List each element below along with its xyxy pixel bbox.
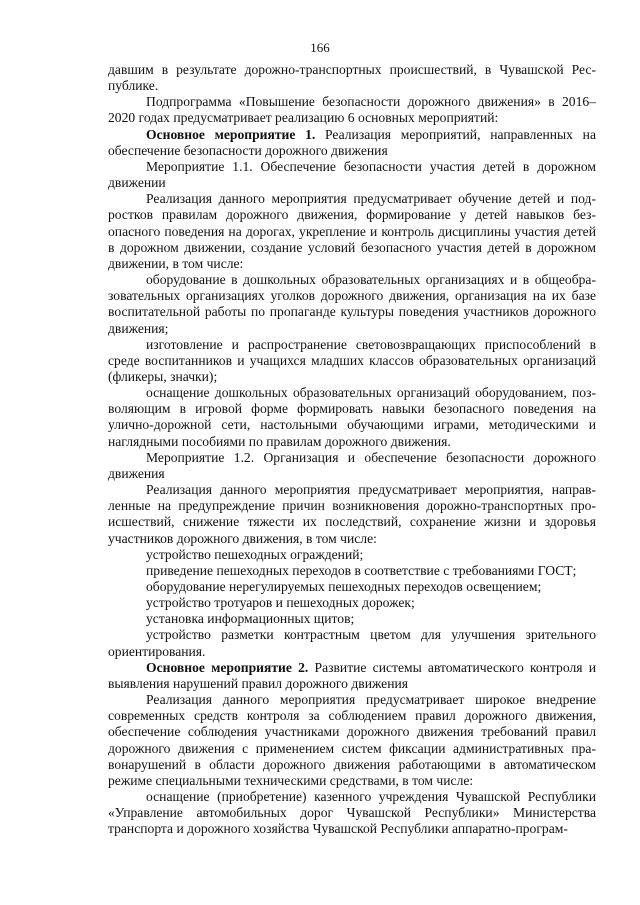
body-text (108, 62, 596, 838)
paragraph-main-activity-2 (108, 660, 596, 692)
list-item: устройство разметки контрастным цветом для улучшения зрительного ориентирования. (108, 627, 596, 659)
paragraph-activity-1-1: Мероприятие 1.1. Обеспечение безопасности участия детей в дорожном движении (108, 158, 596, 191)
list-item: приведение пешеходных переходов в соответствие с требованиями ГОСТ; (146, 562, 577, 578)
page-number: 166 (310, 40, 330, 55)
heading-main-activity-2: Основное мероприятие 2. (146, 659, 309, 675)
list-item: оснащение дошкольных образовательных организаций оборудованием, позволяющим в игровой форме формировать навыки безопасного поведения на улично-дорожной сети, настольными обучающими играми, методическими и наглядными пособиями по правилам дорожного движения. (108, 385, 596, 449)
list-item: оснащение (приобретение) казенного учреждения Чувашской Республики «Управление автомобильных дорог Чувашской Республики» Министерства транспорта и дорожного хозяйства Чувашской Республики аппаратно-програм- (108, 789, 596, 837)
paragraph-subprogram-intro: Подпрограмма «Повышение безопасности дорожного движения» в 2016–2020 годах предусматривает реализацию 6 основных мероприятий: (108, 94, 596, 126)
list-item: оборудование в дошкольных образовательных организациях и в общеобразовательных организациях уголков дорожного движения, организация на их базе воспитательной работы по пропаганде культуры поведения участников дорожного движения; (108, 272, 596, 336)
heading-main-activity-1-text: Реализация мероприятий, направленных на обеспечение безопасности дорожного движения (108, 126, 596, 158)
heading-main-activity-2-text: Развитие системы автоматического контроля и выявления нарушений правил дорожного движения (108, 659, 596, 691)
list-item: установка информационных щитов; (146, 611, 355, 627)
paragraph-continuation: давшим в результате дорожно-транспортных происшествий, в Чувашской Республике. (108, 62, 596, 94)
paragraph-main-activity-1 (108, 127, 596, 159)
heading-main-activity-1: Основное мероприятие 1. (146, 126, 316, 142)
paragraph-activity-1-1-description: Реализация данного мероприятия предусматривает обучение детей и подростков правилам дорожного движения, формирование у детей навыков безопасного поведения на дорогах, укрепление и контроль дисциплины участия детей в дорожном движении, создание условий безопасного участия детей в дорожном движении, в том числе: (108, 191, 596, 271)
paragraph-activity-1-2: Мероприятие 1.2. Организация и обеспечение безопасности дорожного движения (108, 449, 596, 481)
list-item: устройство тротуаров и пешеходных дорожек; (146, 595, 415, 611)
paragraph-activity-1-2-description: Реализация данного мероприятия предусматривает мероприятия, направленные на предупреждение причин возникновения дорожно-транспортных происшествий, снижение тяжести их последствий, сохранение жизни и здоровья участников дорожного движения, в том числе: (108, 482, 596, 546)
list-item: изготовление и распространение световозвращающих приспособлений в среде воспитанников и учащихся младших классов образовательных организаций (фликеры, значки); (108, 336, 596, 384)
paragraph-main-activity-2-description: Реализация данного мероприятия предусматривает широкое внедрение современных средств контроля за соблюдением правил дорожного движения, обеспечение соблюдения участниками дорожного движения требований правил дорожного движения с применением систем фиксации административных правонарушений в области дорожного движения работающими в автоматическом режиме специальными техническими средствами, в том числе: (108, 692, 596, 788)
list-item: оборудование нерегулируемых пешеходных переходов освещением; (146, 579, 542, 594)
list-item: устройство пешеходных ограждений; (146, 546, 364, 562)
